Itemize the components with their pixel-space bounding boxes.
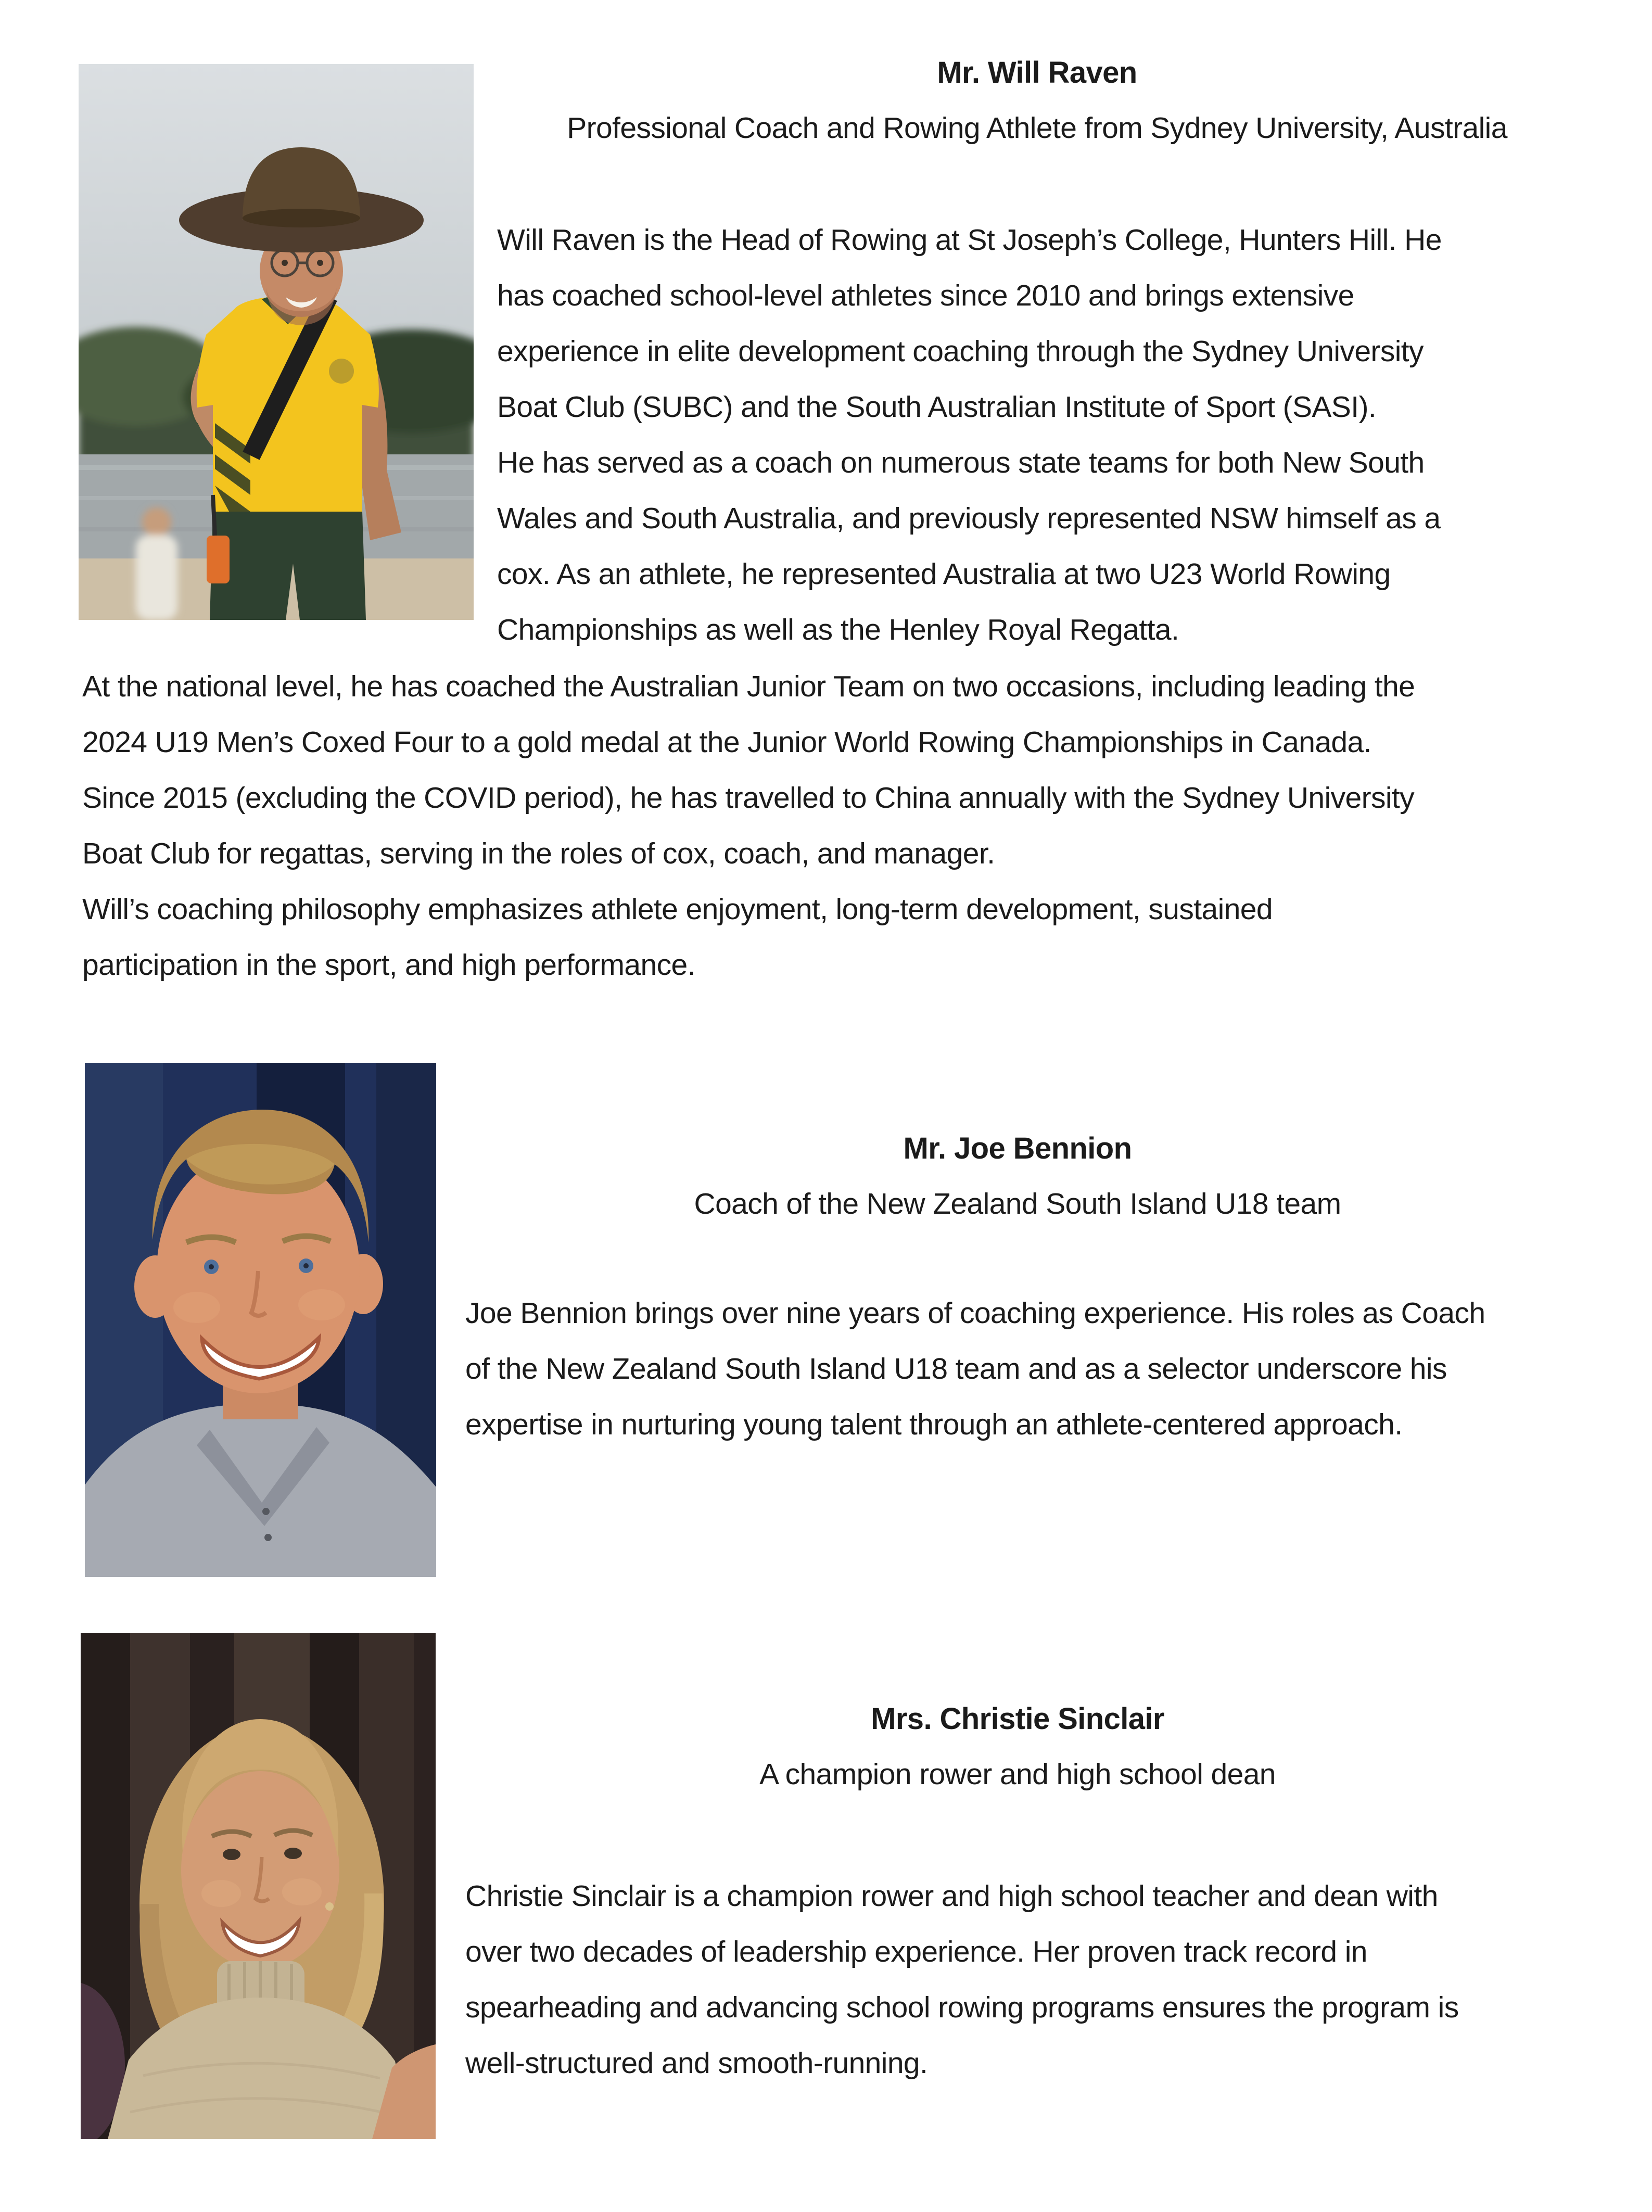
walkie-antenna <box>213 495 215 536</box>
paragraph-line: Boat Club for regattas, serving in the roles of cox, coach, and manager. <box>82 837 995 870</box>
paragraph-line: participation in the sport, and high performance. <box>82 948 695 982</box>
coach-name-heading: Mrs. Christie Sinclair <box>871 1702 1164 1736</box>
eye-left <box>282 260 288 266</box>
bio-line: spearheading and advancing school rowing programs ensures the program is <box>465 1991 1459 2024</box>
eye-left <box>223 1849 240 1860</box>
coach-title: A champion rower and high school dean <box>759 1758 1276 1791</box>
bio-line: well-structured and smooth-running. <box>465 2046 928 2080</box>
cheek-left <box>201 1880 241 1907</box>
cheek-right <box>282 1878 322 1905</box>
paragraph-line: At the national level, he has coached the Australian Junior Team on two occasions, including leading the <box>82 670 1415 703</box>
bio-line: Joe Bennion brings over nine years of coaching experience. His roles as Coach <box>465 1296 1485 1330</box>
joe-bennion-photo-illustration <box>85 1063 436 1577</box>
coach-bio-paragraph <box>465 1868 1590 2091</box>
yellow-polo-shirt <box>197 296 379 522</box>
christie-sinclair-photo <box>81 1633 436 2139</box>
national-level-paragraph <box>82 659 1633 882</box>
bio-line: over two decades of leadership experience. Her proven track record in <box>465 1935 1367 1968</box>
bio-line: expertise in nurturing young talent through an athlete-centered approach. <box>465 1408 1403 1441</box>
paragraph-line: Will’s coaching philosophy emphasizes athlete enjoyment, long-term development, sustained <box>82 893 1273 926</box>
eye-right <box>317 260 323 266</box>
paragraph-line: 2024 U19 Men’s Coxed Four to a gold medal at the Junior World Rowing Championships in Canada. <box>82 726 1371 759</box>
bio-line: Boat Club (SUBC) and the South Australian Institute of Sport (SASI). <box>497 390 1377 424</box>
bio-line: Christie Sinclair is a champion rower and high school teacher and dean with <box>465 1879 1438 1913</box>
cheek-right <box>298 1289 345 1320</box>
coach-name-heading: Mr. Joe Bennion <box>903 1132 1132 1165</box>
team-emblem <box>329 359 354 384</box>
philosophy-paragraph <box>82 882 1633 993</box>
bio-line: cox. As an athlete, he represented Australia at two U23 World Rowing <box>497 557 1391 591</box>
coach-title: Coach of the New Zealand South Island U18 team <box>694 1187 1341 1221</box>
christie-sinclair-photo-illustration <box>81 1633 436 2139</box>
walkie-talkie <box>207 536 230 583</box>
cheek-left <box>173 1292 220 1323</box>
bio-line: Championships as well as the Henley Royal Regatta. <box>497 613 1179 646</box>
coach-bio-paragraph <box>497 212 1595 658</box>
eye-right <box>284 1848 302 1859</box>
bio-line: has coached school-level athletes since 2010 and brings extensive <box>497 279 1354 312</box>
will-raven-photo-illustration <box>79 64 474 620</box>
polo-button <box>262 1508 270 1515</box>
joe-bennion-photo <box>85 1063 436 1577</box>
earring <box>325 1902 334 1911</box>
bio-line: Wales and South Australia, and previously represented NSW himself as a <box>497 502 1441 535</box>
bio-line: Will Raven is the Head of Rowing at St Joseph’s College, Hunters Hill. He <box>497 223 1442 257</box>
bio-line: He has served as a coach on numerous state teams for both New South <box>497 446 1425 479</box>
green-shorts <box>210 512 366 620</box>
bio-line: of the New Zealand South Island U18 team and as a selector underscore his <box>465 1352 1447 1385</box>
coach-title: Professional Coach and Rowing Athlete from Sydney University, Australia <box>567 111 1507 145</box>
paragraph-line: Since 2015 (excluding the COVID period), he has travelled to China annually with the Sydney University <box>82 781 1415 815</box>
coach-bio-paragraph <box>465 1286 1590 1453</box>
coach-name-heading: Mr. Will Raven <box>937 56 1137 90</box>
bio-line: experience in elite development coaching through the Sydney University <box>497 335 1424 368</box>
will-raven-photo <box>79 64 474 620</box>
polo-button <box>264 1534 272 1541</box>
hat-band <box>243 209 360 227</box>
